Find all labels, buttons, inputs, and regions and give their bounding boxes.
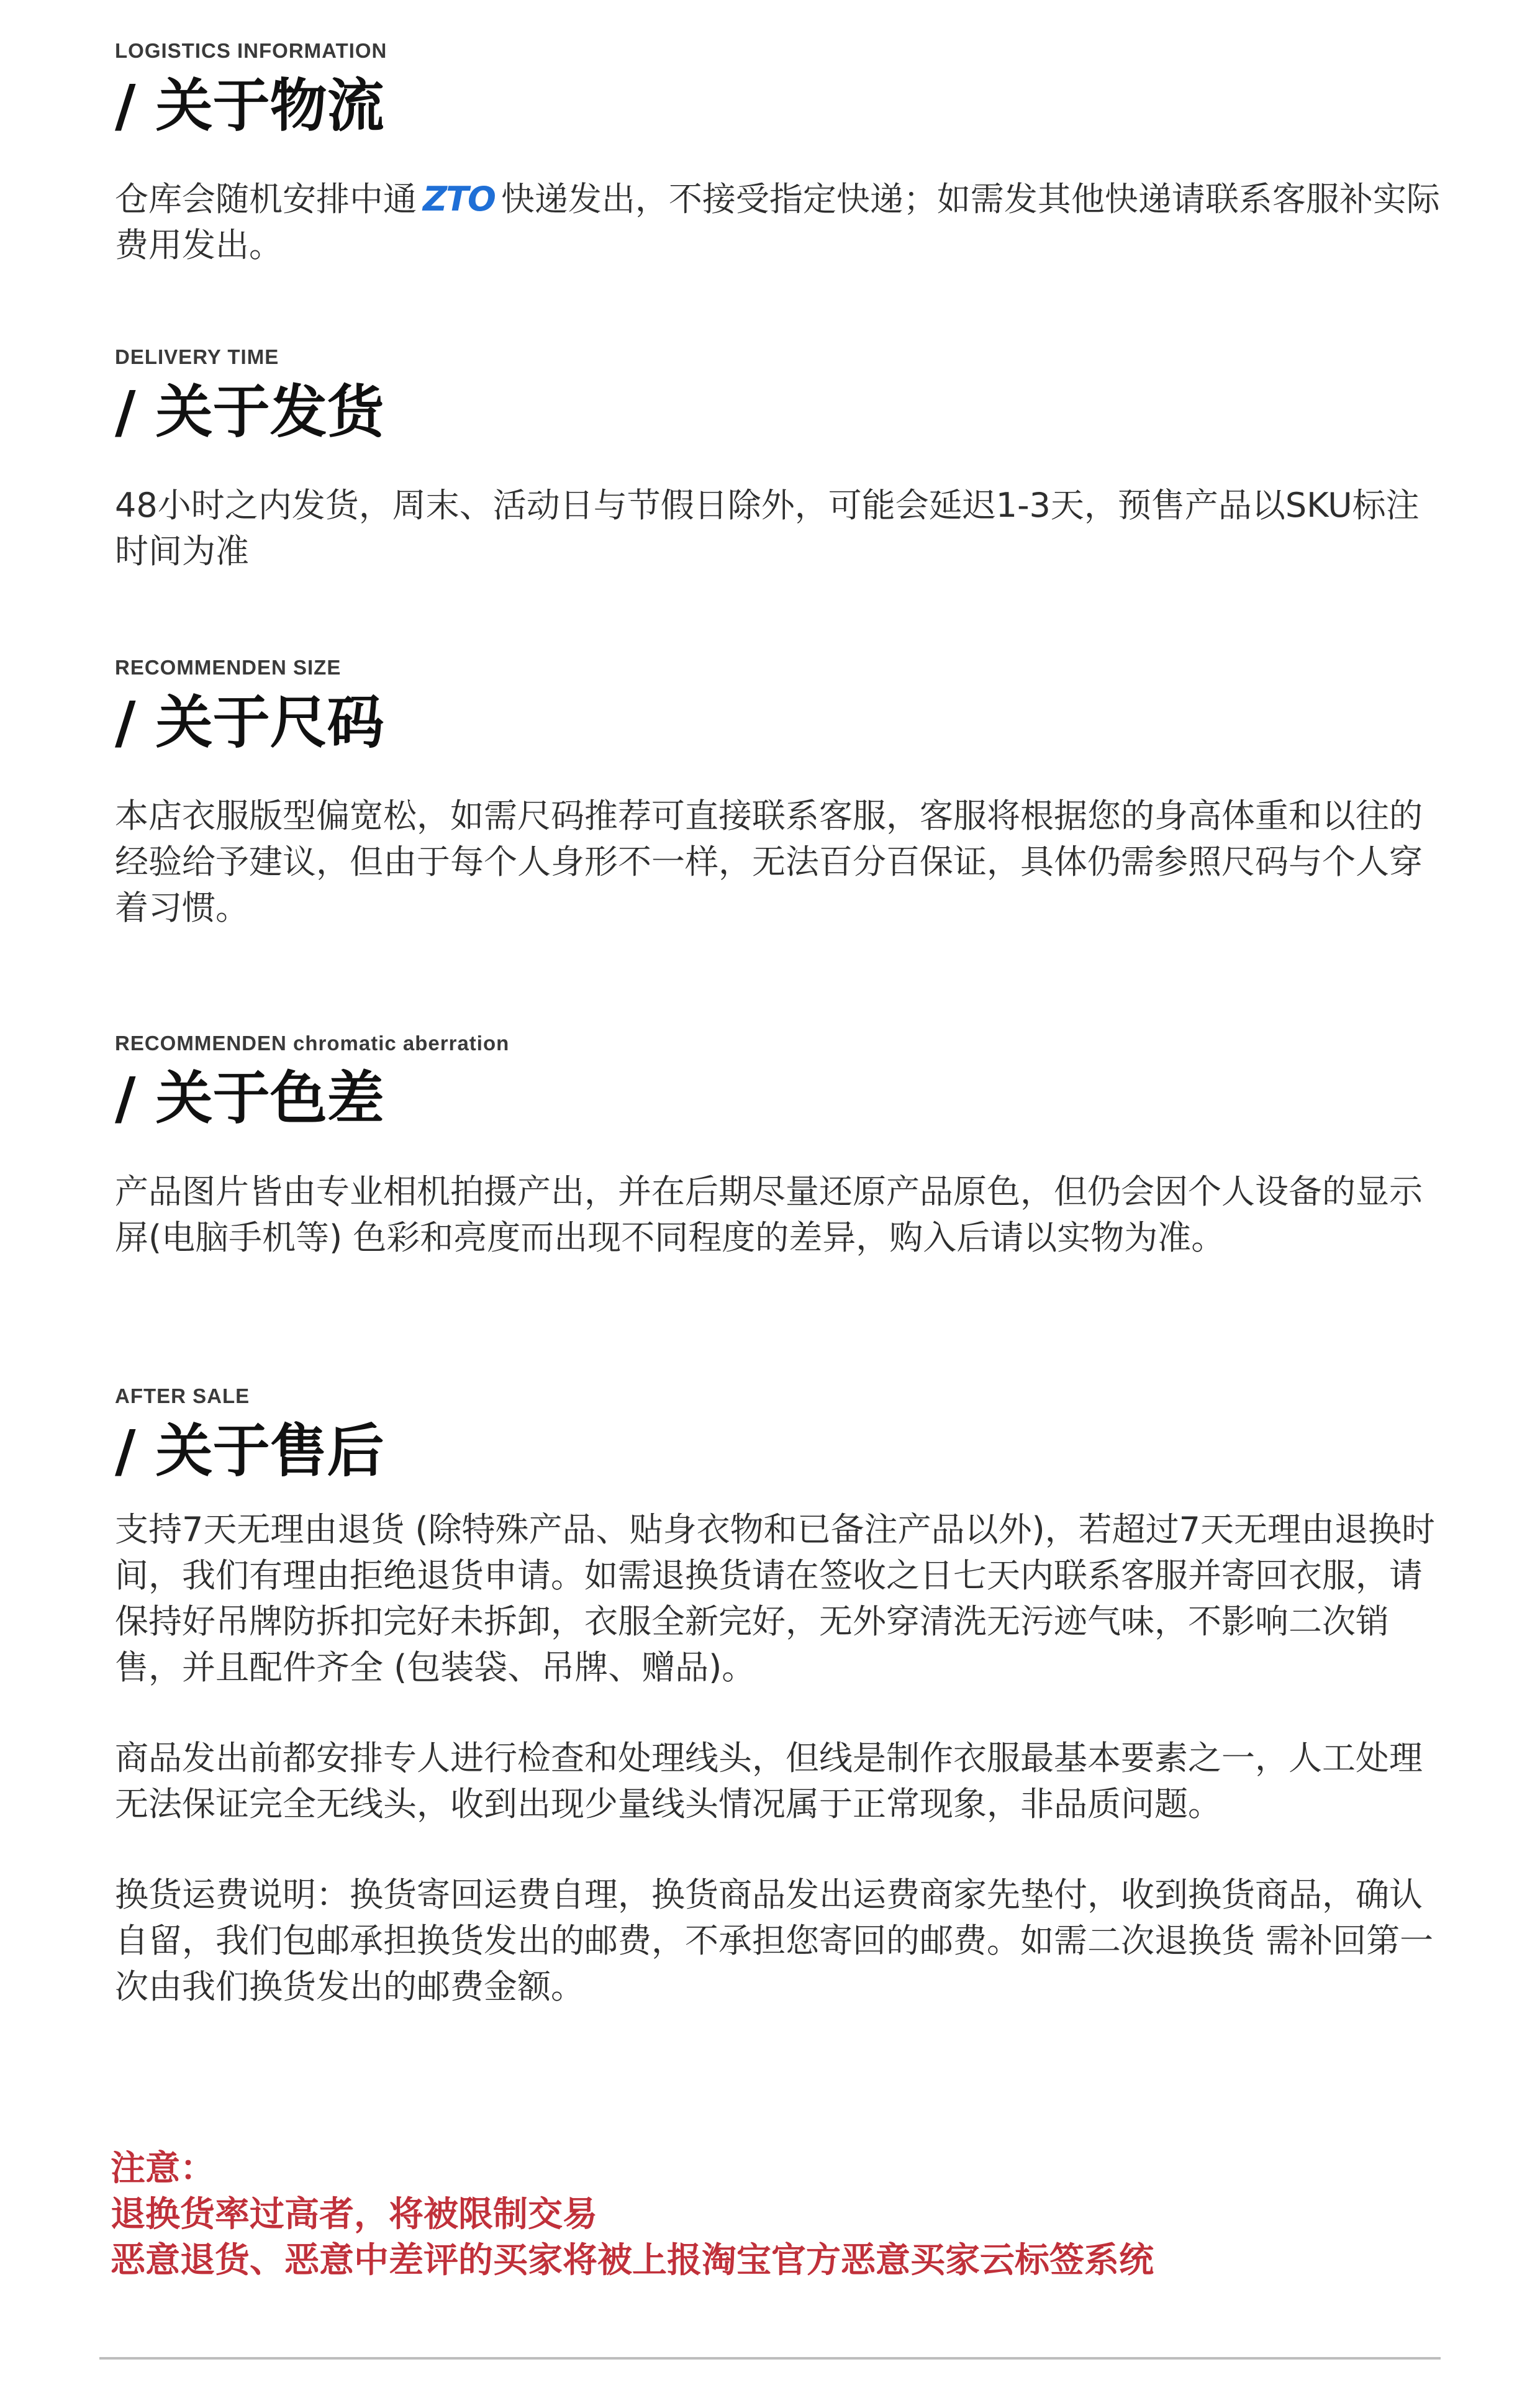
- after-sale-para3: 换货运费说明：换货寄回运费自理，换货商品发出运费商家先垫付，收到换货商品，确认自留，我们包邮承担换货发出的邮费，不承担您寄回的邮费。如需二次退换货 需补回第一次由我们换货发出的邮费金额。: [115, 1875, 1434, 2006]
- size-section: [115, 655, 1450, 931]
- bottom-divider: [99, 2357, 1441, 2360]
- logistics-body: [115, 176, 1450, 268]
- color-body: 产品图片皆由专业相机拍摄产出，并在后期尽量还原产品原色，但仍会因个人设备的显示屏(电脑手机等) 色彩和亮度而出现不同程度的差异，购入后请以实物为准。: [115, 1172, 1423, 1257]
- color-title: / 关于色差: [115, 1065, 384, 1132]
- after-sale-para1: 支持7天无理由退货 (除特殊产品、贴身衣物和已备注产品以外)，若超过7天无理由退换时间，我们有理由拒绝退货申请。如需退换货请在签收之日七天内联系客服并寄回衣服，请保持好吊牌防拆扣完好未拆卸，衣服全新完好，无外穿清洗无污迹气味，不影响二次销售，并且配件齐全 (包装袋、吊牌、赠品)。: [115, 1510, 1436, 1687]
- after-sale-title: / 关于售后: [115, 1418, 384, 1484]
- size-title: / 关于尺码: [115, 689, 384, 756]
- after-sale-section: [115, 1384, 1450, 2010]
- color-eyebrow: RECOMMENDEN chromatic aberration: [115, 1032, 510, 1055]
- notice-line-malicious: 恶意退货、恶意中差评的买家将被上报淘宝官方恶意买家云标签系统: [111, 2240, 1154, 2281]
- logistics-body-part1: 仓库会随机安排中通: [115, 179, 417, 219]
- zto-logo-icon: ZTO: [423, 179, 495, 219]
- delivery-section: [115, 345, 1450, 575]
- size-eyebrow: RECOMMENDEN SIZE: [115, 656, 342, 679]
- after-sale-para2: 商品发出前都安排专人进行检查和处理线头，但线是制作衣服最基本要素之一，人工处理无法保证完全无线头，收到出现少量线头情况属于正常现象，非品质问题。: [115, 1738, 1423, 1824]
- notice-label: 注意：: [111, 2148, 215, 2189]
- delivery-body: 48小时之内发货，周末、活动日与节假日除外，可能会延迟1-3天，预售产品以SKU标注时间为准: [115, 486, 1420, 571]
- logistics-body-part2: 快递发出，不接受指定快递；如需发其他快递请联系客服补实际费用发出。: [115, 179, 1440, 265]
- delivery-title: / 关于发货: [115, 379, 384, 445]
- logistics-title: / 关于物流: [115, 73, 384, 139]
- color-section: [115, 1031, 1450, 1261]
- size-body: 本店衣服版型偏宽松，如需尺码推荐可直接联系客服，客服将根据您的身高体重和以往的经验给予建议，但由于每个人身形不一样，无法百分百保证，具体仍需参照尺码与个人穿着习惯。: [115, 796, 1423, 927]
- logistics-eyebrow: LOGISTICS INFORMATION: [115, 39, 387, 62]
- notice-block: [111, 2146, 1477, 2284]
- delivery-eyebrow: DELIVERY TIME: [115, 345, 279, 368]
- after-sale-eyebrow: AFTER SALE: [115, 1384, 250, 1407]
- notice-line-high-return: 退换货率过高者，将被限制交易: [111, 2194, 597, 2235]
- logistics-section: [115, 39, 1450, 268]
